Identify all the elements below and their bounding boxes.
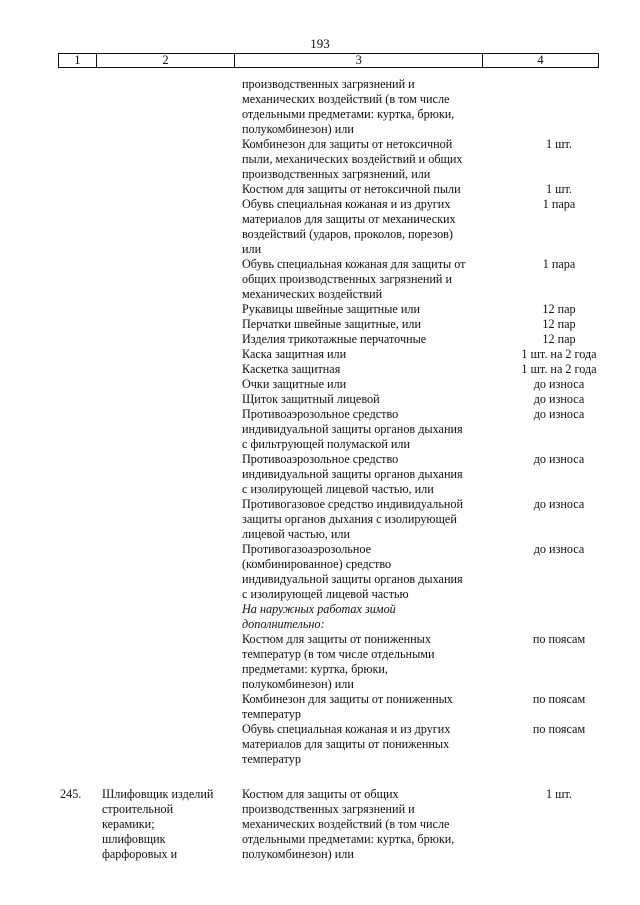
item-profession-cell [102, 692, 242, 722]
item-number-cell [60, 722, 100, 767]
list-item [0, 497, 640, 542]
item-name-line: Щиток защитный лицевой [242, 392, 380, 406]
list-item [0, 317, 640, 332]
item-name [242, 542, 494, 602]
item-name [242, 602, 494, 632]
item-number-cell [60, 332, 100, 347]
item-quantity: до износа [533, 392, 585, 406]
item-name-line: производственных загрязнений и [242, 802, 415, 816]
item-name-line: температур (в том числе отдельными [242, 647, 435, 661]
header-col-4: 4 [483, 54, 599, 68]
item-number-cell [60, 632, 100, 692]
item-profession-cell [102, 542, 242, 602]
item-name-line: Противоаэрозольное средство [242, 407, 399, 421]
item-quantity: 1 пара [542, 197, 576, 211]
item-number-cell [60, 347, 100, 362]
item-name [242, 722, 494, 767]
item-quantity: по поясам [532, 692, 586, 706]
item-name [242, 452, 494, 497]
item-name-line: Перчатки швейные защитные, или [242, 317, 422, 331]
item-profession-cell [102, 602, 242, 632]
item-name-line: Костюм для защиты от общих [242, 787, 399, 801]
item-quantity: до износа [533, 497, 585, 511]
item-name-line: защиты органов дыхания с изолирующей [242, 512, 457, 526]
item-name-line: воздействий (ударов, проколов, порезов) [242, 227, 453, 241]
item-profession-cell [102, 197, 242, 257]
item-name-line: температур [242, 752, 301, 766]
item-name [242, 77, 494, 137]
item-quantity: до износа [533, 377, 585, 391]
item-name [242, 302, 494, 317]
item-name-line: Противоаэрозольное средство [242, 452, 399, 466]
item-name-line: с фильтрующей полумаской или [242, 437, 411, 451]
item-name [242, 787, 494, 862]
item-name-line: температур [242, 707, 301, 721]
item-quantity: 12 пар [542, 317, 576, 331]
item-name-line: Костюм для защиты от нетоксичной пыли [242, 182, 461, 196]
header-col-1: 1 [59, 54, 97, 68]
item-quantity: 1 шт. [546, 787, 572, 801]
item-profession-cell [102, 77, 242, 137]
item-profession-cell [102, 302, 242, 317]
profession-line: фарфоровых и [102, 847, 178, 861]
item-number-cell [60, 542, 100, 602]
item-profession-cell [102, 407, 242, 452]
list-item [0, 332, 640, 347]
item-number-cell [60, 497, 100, 542]
item-name [242, 392, 494, 407]
item-profession-cell [102, 377, 242, 392]
item-profession-cell [102, 257, 242, 302]
item-name [242, 692, 494, 722]
entry-number: 245. [60, 787, 82, 801]
item-name [242, 362, 494, 377]
item-quantity: до износа [533, 407, 585, 421]
list-item [0, 197, 640, 257]
list-item [0, 302, 640, 317]
item-quantity: 1 шт. [546, 137, 572, 151]
item-name-line: индивидуальной защиты органов дыхания [242, 422, 463, 436]
item-quantity: до износа [533, 542, 585, 556]
item-name-line: полукомбинезон) или [242, 122, 354, 136]
item-number-cell [60, 362, 100, 377]
item-name-line: Каска защитная или [242, 347, 347, 361]
item-name-line: индивидуальной защиты органов дыхания [242, 467, 463, 481]
item-number-cell [60, 392, 100, 407]
item-name-line: полукомбинезон) или [242, 847, 354, 861]
item-profession-cell [102, 317, 242, 332]
item-name-line: Противогазовое средство индивидуальной [242, 497, 464, 511]
profession-line: строительной [102, 802, 174, 816]
item-name-line: Обувь специальная кожаная и из других [242, 197, 451, 211]
profession-line: Шлифовщик изделий [102, 787, 214, 801]
item-name-line: пыли, механических воздействий и общих [242, 152, 463, 166]
item-profession-cell [102, 347, 242, 362]
item-name-line: Обувь специальная кожаная для защиты от [242, 257, 466, 271]
profession-line: шлифовщик [102, 832, 166, 846]
item-profession-cell [102, 722, 242, 767]
list-item [0, 137, 640, 182]
item-number-cell [60, 302, 100, 317]
item-name-line: с изолирующей лицевой частью, или [242, 482, 434, 496]
item-name [242, 407, 494, 452]
item-quantity: 1 пара [542, 257, 576, 271]
item-name-line: Костюм для защиты от пониженных [242, 632, 431, 646]
item-number-cell [60, 407, 100, 452]
list-item [0, 377, 640, 392]
item-profession-cell [102, 632, 242, 692]
item-name-line: механических воздействий (в том числе [242, 92, 450, 106]
item-name-line: производственных загрязнений, или [242, 167, 431, 181]
item-name-line: механических воздействий (в том числе [242, 817, 450, 831]
item-quantity: до износа [533, 452, 585, 466]
item-name-line: На наружных работах зимой [242, 602, 396, 616]
list-item [0, 452, 640, 497]
item-profession-cell [102, 497, 242, 542]
item-profession-cell [102, 182, 242, 197]
list-item [0, 542, 640, 602]
item-name [242, 347, 494, 362]
list-item [0, 77, 640, 137]
item-profession-cell [102, 452, 242, 497]
item-profession-cell [102, 332, 242, 347]
item-name-line: индивидуальной защиты органов дыхания [242, 572, 463, 586]
item-name-line: с изолирующей лицевой частью [242, 587, 409, 601]
page-number: 193 [310, 36, 330, 51]
item-name-line: механических воздействий [242, 287, 383, 301]
list-item [0, 407, 640, 452]
item-name-line: предметами: куртка, брюки, [242, 662, 388, 676]
item-quantity [494, 77, 624, 137]
item-name-line: общих производственных загрязнений и [242, 272, 453, 286]
list-item [0, 182, 640, 197]
item-name-line: материалов для защиты от механических [242, 212, 456, 226]
item-number-cell [60, 692, 100, 722]
list-item [0, 347, 640, 362]
item-name [242, 632, 494, 692]
list-item [0, 257, 640, 302]
item-profession-cell [102, 392, 242, 407]
item-number-cell [60, 182, 100, 197]
item-name [242, 257, 494, 302]
item-number-cell [60, 602, 100, 632]
item-number-cell [60, 197, 100, 257]
header-col-2: 2 [96, 54, 235, 68]
item-name-line: Комбинезон для защиты от пониженных [242, 692, 453, 706]
item-name-line: отдельными предметами: куртка, брюки, [242, 832, 455, 846]
header-col-3: 3 [235, 54, 483, 68]
profession-line: керамики; [102, 817, 155, 831]
item-name-line: отдельными предметами: куртка, брюки, [242, 107, 455, 121]
item-name-line: полукомбинезон) или [242, 677, 354, 691]
item-number-cell [60, 257, 100, 302]
item-quantity: 1 шт. на 2 года [521, 362, 597, 376]
item-name [242, 197, 494, 257]
item-quantity: 12 пар [542, 302, 576, 316]
entry-245-row [0, 787, 640, 862]
item-number-cell [60, 452, 100, 497]
item-quantity: по поясам [532, 722, 586, 736]
item-name-line: Противогазоаэрозольное [242, 542, 372, 556]
item-name-line: (комбинированное) средство [242, 557, 392, 571]
item-name-line: дополнительно: [242, 617, 325, 631]
item-quantity: по поясам [532, 632, 586, 646]
item-name [242, 182, 494, 197]
items-list [0, 77, 640, 862]
item-quantity: 1 шт. на 2 года [521, 347, 597, 361]
item-name [242, 332, 494, 347]
list-item [0, 392, 640, 407]
item-number-cell [60, 317, 100, 332]
list-item [0, 602, 640, 632]
entry-spacer [0, 767, 640, 787]
item-name-line: производственных загрязнений и [242, 77, 415, 91]
item-name [242, 137, 494, 182]
item-profession-cell [102, 362, 242, 377]
item-name-line: материалов для защиты от пониженных [242, 737, 450, 751]
item-name-line: Комбинезон для защиты от нетоксичной [242, 137, 453, 151]
item-quantity [494, 602, 624, 632]
item-name [242, 377, 494, 392]
list-item [0, 722, 640, 767]
item-quantity: 1 шт. [546, 182, 572, 196]
item-name-line: Очки защитные или [242, 377, 347, 391]
item-name-line: лицевой частью, или [242, 527, 351, 541]
item-name-line: Изделия трикотажные перчаточные [242, 332, 427, 346]
item-name [242, 317, 494, 332]
item-number-cell [60, 377, 100, 392]
list-item [0, 632, 640, 692]
item-profession-cell [102, 137, 242, 182]
item-number-cell [60, 137, 100, 182]
item-quantity: 12 пар [542, 332, 576, 346]
item-name-line: Рукавицы швейные защитные или [242, 302, 420, 316]
column-header-table [58, 53, 599, 68]
list-item [0, 362, 640, 377]
item-name [242, 497, 494, 542]
item-number-cell [60, 77, 100, 137]
item-name-line: или [242, 242, 262, 256]
item-name-line: Обувь специальная кожаная и из других [242, 722, 451, 736]
item-name-line: Каскетка защитная [242, 362, 341, 376]
entry-profession [102, 787, 242, 862]
list-item [0, 692, 640, 722]
